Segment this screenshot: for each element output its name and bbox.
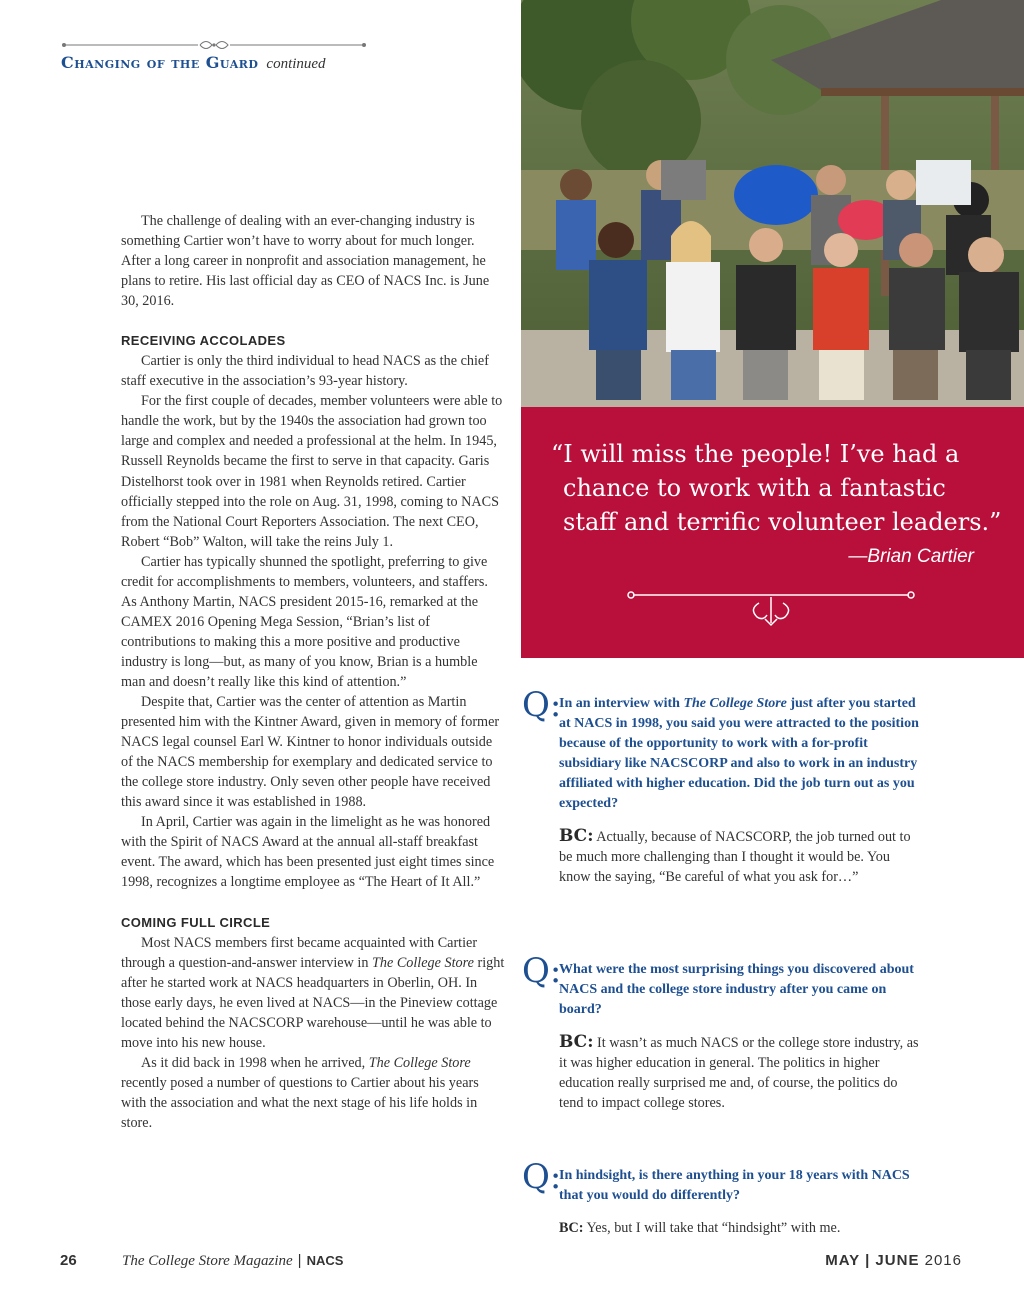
paragraph: In April, Cartier was again in the limelight as he was honored with the Spirit of NACS Award at the annual all-staff breakfast event. The award, which has been presented just eight times since 1998, recognizes a longtime employee as “The Heart of It All.” bbox=[121, 814, 495, 891]
answer-text: BC: Actually, because of NACSCORP, the job turned out to be much more challenging than I thought it would be. You know the saying, “Be careful of what you ask for…” bbox=[559, 826, 911, 885]
magazine-name: The College Store Magazine | NACS bbox=[122, 1252, 344, 1269]
pull-quote-attribution: —Brian Cartier bbox=[848, 546, 974, 567]
paragraph: Despite that, Cartier was the center of attention as Martin presented him with the Kintner Award, given in memory of former NACS legal counsel Earl W. Kintner to honor individuals outside of the NACS membership for exemplary and dedicated service to the college store industry. Only seven other people have received this award since it was established in 1988. bbox=[121, 694, 500, 811]
qa-item bbox=[522, 1157, 922, 1238]
paragraph: Cartier has typically shunned the spotlight, preferring to give credit for accomplishments to members, volunteers, and staffers. As Anthony Martin, NACS president 2015-16, remarked at the CAMEX 2016 Opening Mega Session, “Brian’s list of contributions to making this a more positive and productive industry is long—but, as many of you know, Brian is a humble man and doesn’t really like this kind of attention.” bbox=[121, 553, 488, 690]
paragraph: As it did back in 1998 when he arrived, The College Store recently posed a number of questions to Cartier about his years with the association and what the next stage of his life holds in store. bbox=[121, 1054, 479, 1131]
pull-quote-line-1: “I will miss the people! I’ve had a bbox=[551, 440, 960, 468]
answer-text: BC: Yes, but I will take that “hindsight” with me. bbox=[559, 1220, 841, 1236]
paragraph: Most NACS members first became acquainted with Cartier through a question-and-answer interview in The College Store right after he started work at NACS headquarters in Oberlin, OH. In those early days, he even lived at NACS—in the Pineview cottage located behind the NACSCORP warehouse—until he was able to move into his new house. bbox=[121, 934, 505, 1051]
section-heading-receiving-accolades: RECEIVING ACCOLADES bbox=[121, 333, 286, 349]
qa-item bbox=[522, 685, 922, 887]
pull-quote-line-3: staff and terrific volunteer leaders.” bbox=[563, 508, 1002, 536]
section-title: Changing of the Guard bbox=[61, 53, 259, 72]
intro-paragraph: The challenge of dealing with an ever-changing industry is something Cartier won’t have to worry about for much longer. After a long career in nonprofit and association management, he plans to retire. His last official day as CEO of NACS Inc. is June 30, 2016. bbox=[121, 213, 490, 310]
q-marker: Q: bbox=[522, 951, 562, 991]
staff-group-photo bbox=[521, 0, 1024, 407]
flourish-ornament-icon bbox=[621, 589, 921, 629]
issue-date: MAY | JUNE 2016 bbox=[825, 1252, 962, 1269]
paragraph: For the first couple of decades, member volunteers were able to handle the work, but by the 1940s the association had grown too large and complex and needed a professional at the helm. In 1945, Russell Reynolds became the first to serve in that capacity. Garis Distelhorst took over in 1981 when Reynolds retired. Cartier officially stepped into the role on Aug. 31, 1998, coming to NACS from the National Court Reporters Association. The next CEO, Robert “Bob” Walton, will take the reins July 1. bbox=[121, 393, 503, 550]
section-heading-coming-full-circle: COMING FULL CIRCLE bbox=[121, 914, 271, 930]
question-text: In hindsight, is there anything in your 18 years with NACS that you would do differently? bbox=[559, 1168, 910, 1203]
magazine-title: The College Store bbox=[371, 954, 474, 971]
bc-label: BC: bbox=[559, 826, 594, 846]
bc-label: BC: bbox=[559, 1032, 594, 1052]
section-header bbox=[61, 53, 326, 73]
paragraph: Cartier is only the third individual to head NACS as the chief staff executive in the association’s 93-year history. bbox=[121, 353, 489, 390]
question-text: In an interview with The College Store just after you started at NACS in 1998, you said you were attracted to the position because of the opportunity to work with a for-profit subsidiary like NACSCORP and also to work in an industry affiliated with higher education. Did the job turn out as you expected? bbox=[559, 696, 919, 811]
pull-quote-box bbox=[521, 407, 1024, 658]
q-marker: Q: bbox=[522, 1157, 562, 1197]
answer-text: BC: It wasn’t as much NACS or the college store industry, as it was higher education in general. The politics in higher education really surprised me and, of course, the politics do tend to impact college stores. bbox=[559, 1032, 919, 1111]
q-marker: Q: bbox=[522, 685, 562, 725]
header-ornament-rule bbox=[60, 38, 368, 52]
magazine-title: The College Store bbox=[368, 1054, 471, 1071]
pull-quote-line-2: chance to work with a fantastic bbox=[563, 474, 946, 502]
question-text: What were the most surprising things you discovered about NACS and the college store industry after you came on board? bbox=[559, 962, 914, 1017]
page-footer bbox=[0, 1252, 1024, 1276]
bc-label: BC: bbox=[559, 1220, 584, 1236]
qa-item bbox=[522, 951, 922, 1113]
continued-label: continued bbox=[266, 56, 326, 72]
article-column bbox=[121, 211, 505, 1133]
pull-quote-text bbox=[551, 437, 1011, 539]
page-number: 26 bbox=[60, 1252, 77, 1269]
